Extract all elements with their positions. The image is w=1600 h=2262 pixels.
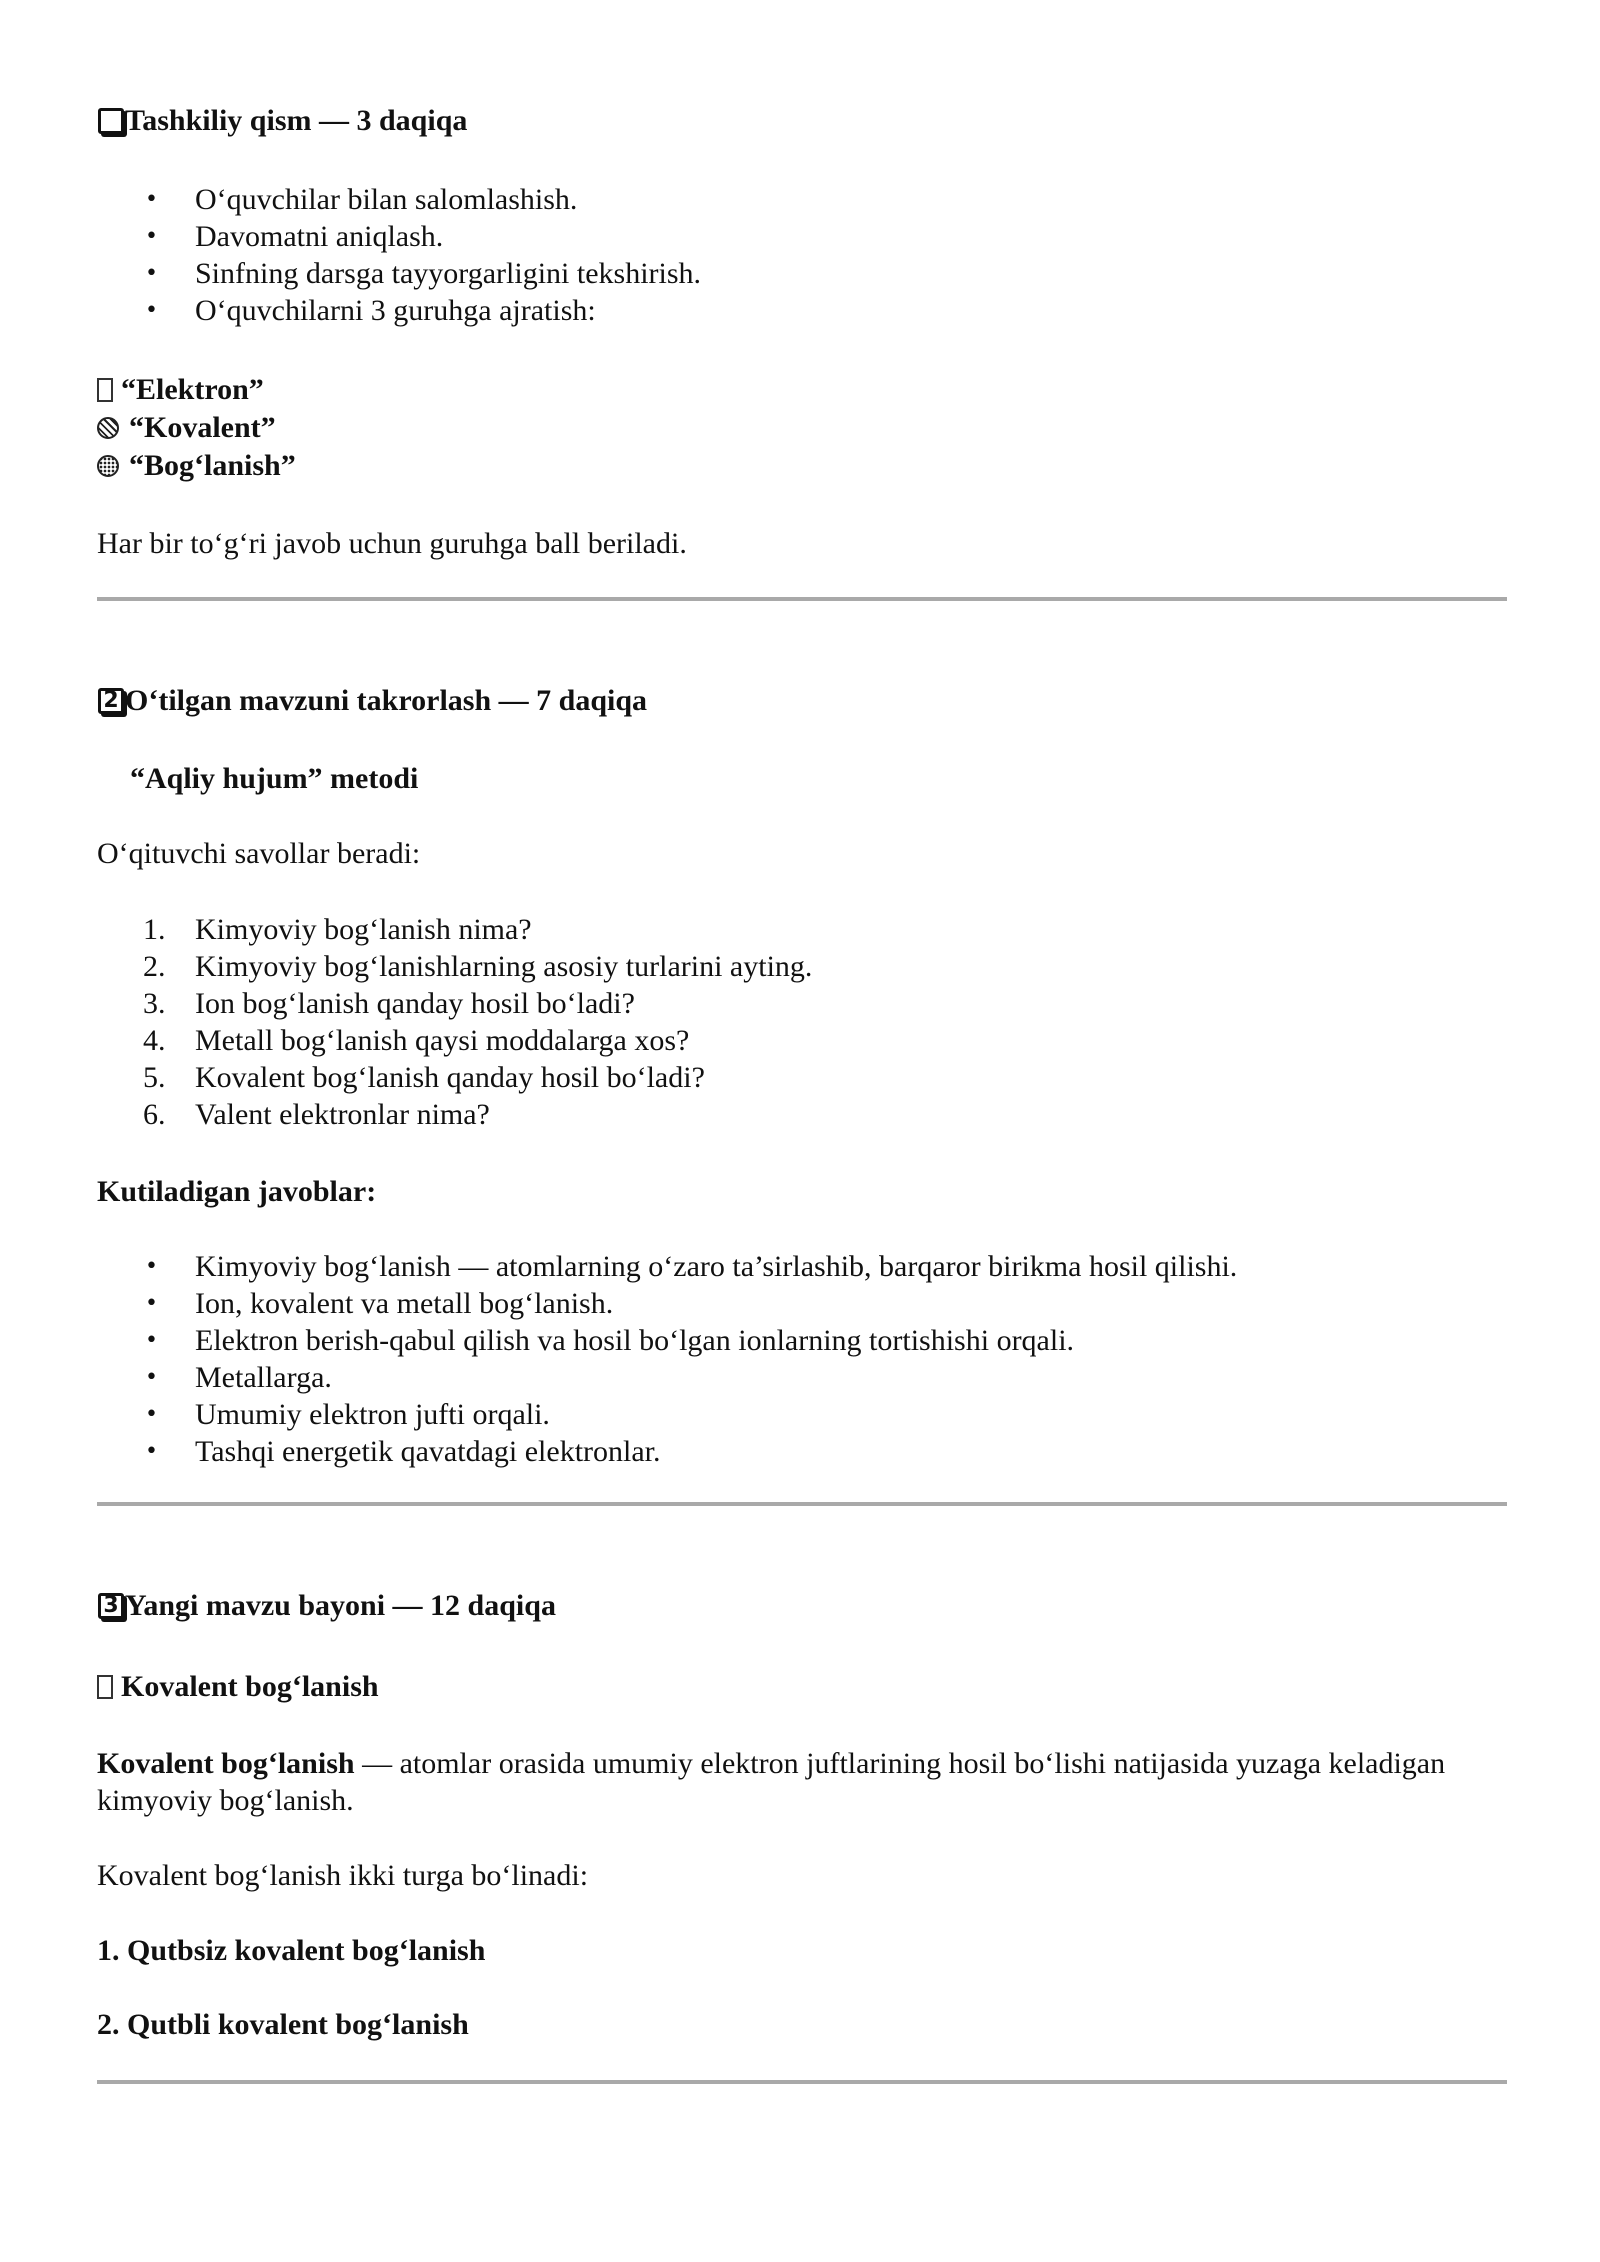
definition-paragraph: [97, 1745, 1507, 1819]
section-1-bullet-list: [97, 181, 701, 329]
bullet-marker: •: [145, 224, 158, 249]
bullet-marker: •: [145, 1254, 158, 1279]
list-item: 2. Kimyoviy bog‘lanishlarning asosiy turlarini ayting.: [143, 950, 813, 983]
section-1-title: Tashkiliy qism — 3 daqiqa: [125, 104, 468, 137]
number-3-icon: 3: [98, 1593, 124, 1619]
list-item: • O‘quvchilarni 3 guruhga ajratish:: [145, 294, 596, 327]
missing-glyph-icon: [97, 378, 113, 402]
questions-list: [97, 911, 812, 1133]
missing-glyph-icon: [97, 1675, 113, 1699]
list-item: 6. Valent elektronlar nima?: [143, 1098, 490, 1131]
divider: [97, 597, 1507, 601]
list-item: • Elektron berish-qabul qilish va hosil bo‘lgan ionlarning tortishishi orqali.: [145, 1324, 1075, 1357]
type-1: 1. Qutbsiz kovalent bog‘lanish: [97, 1934, 486, 1967]
method-title: “Aqliy hujum” metodi: [130, 762, 419, 795]
group-elektron: “Elektron”: [97, 371, 264, 408]
questions-intro: O‘qituvchi savollar beradi:: [97, 837, 421, 870]
subtitle: Kovalent bog‘lanish: [97, 1668, 379, 1705]
list-item: • Tashqi energetik qavatdagi elektronlar.: [145, 1435, 661, 1468]
square-icon: [98, 108, 124, 134]
divider: [97, 1502, 1507, 1506]
list-item: • Metallarga.: [145, 1361, 332, 1394]
list-item: 1. Kimyoviy bog‘lanish nima?: [143, 913, 532, 946]
bullet-marker: •: [145, 1365, 158, 1390]
list-item: • Ion, kovalent va metall bog‘lanish.: [145, 1287, 614, 1320]
bullet-marker: •: [145, 261, 158, 286]
hatched-circle-icon: [97, 417, 119, 439]
group-boglanish: “Bog‘lanish”: [97, 447, 296, 484]
bullet-marker: •: [145, 187, 158, 212]
dotted-circle-icon: [97, 455, 119, 477]
bullet-marker: •: [145, 1402, 158, 1427]
section-3-title: Yangi mavzu bayoni — 12 daqiqa: [125, 1589, 556, 1622]
list-item: • O‘quvchilar bilan salomlashish.: [145, 183, 578, 216]
divider: [97, 2080, 1507, 2084]
bullet-marker: •: [145, 1328, 158, 1353]
answers-title: Kutiladigan javoblar:: [97, 1175, 377, 1208]
definition-term: Kovalent bog‘lanish: [97, 1747, 355, 1780]
types-intro: Kovalent bog‘lanish ikki turga bo‘linadi:: [97, 1859, 589, 1892]
list-item: • Kimyoviy bog‘lanish — atomlarning o‘zaro ta’sirlashib, barqaror birikma hosil qilishi.: [145, 1250, 1238, 1283]
bullet-marker: •: [145, 1439, 158, 1464]
section-1-note: Har bir to‘g‘ri javob uchun guruhga ball beriladi.: [97, 527, 687, 560]
section-2-title: O‘tilgan mavzuni takrorlash — 7 daqiqa: [125, 684, 648, 717]
type-2: 2. Qutbli kovalent bog‘lanish: [97, 2008, 469, 2041]
definition-text: — atomlar orasida umumiy elektron juftlarining hosil bo‘lishi natijasida yuzaga keladigan kimyoviy bog‘lanish.: [97, 1747, 1446, 1817]
list-item: 5. Kovalent bog‘lanish qanday hosil bo‘ladi?: [143, 1061, 705, 1094]
list-item: • Umumiy elektron jufti orqali.: [145, 1398, 550, 1431]
list-item: • Sinfning darsga tayyorgarligini tekshirish.: [145, 257, 702, 290]
answers-list: [97, 1248, 1237, 1470]
number-2-icon: 2: [98, 688, 124, 714]
list-item: 3. Ion bog‘lanish qanday hosil bo‘ladi?: [143, 987, 635, 1020]
group-kovalent: “Kovalent”: [97, 409, 276, 446]
bullet-marker: •: [145, 298, 158, 323]
list-item: 4. Metall bog‘lanish qaysi moddalarga xos?: [143, 1024, 690, 1057]
bullet-marker: •: [145, 1291, 158, 1316]
list-item: • Davomatni aniqlash.: [145, 220, 444, 253]
